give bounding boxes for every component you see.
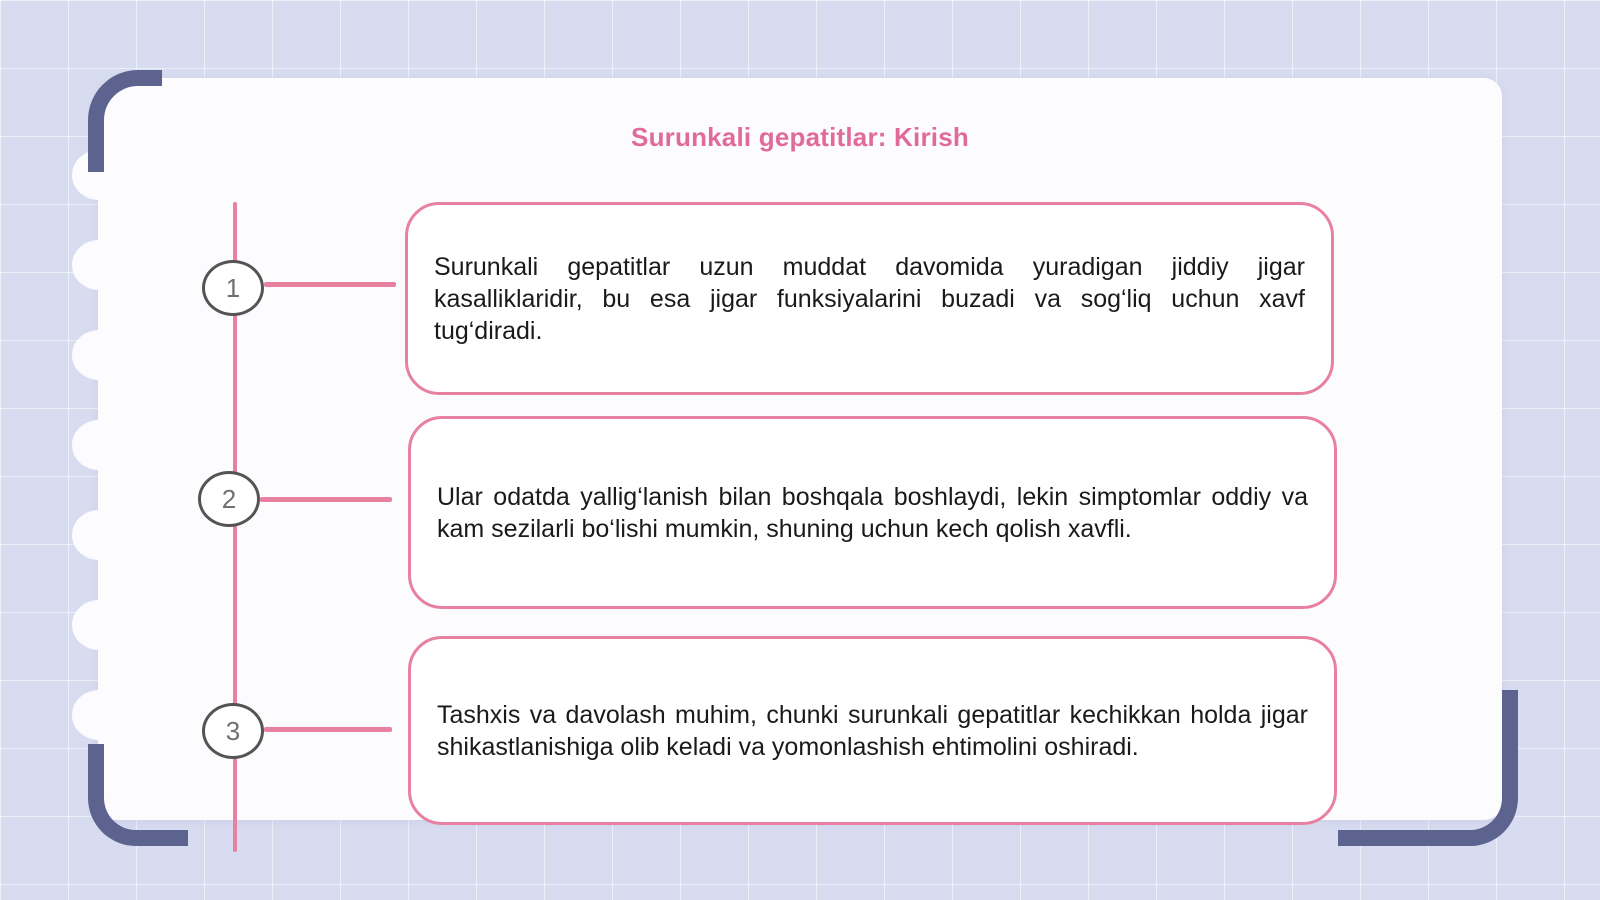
paper-scallop [72, 420, 126, 470]
corner-bracket-bottom-right [1338, 690, 1518, 846]
paper-scallop [72, 510, 126, 560]
step-card-1 [405, 202, 1334, 395]
step-card-text-3: Tashxis va davolash muhim, chunki surunkali gepatitlar kechikkan holda jigar shikastlanishiga olib keladi va yomonlashish ehtimolini oshiradi. [437, 700, 1308, 761]
slide-title: Surunkali gepatitlar: Kirish [631, 122, 969, 152]
step-number-2: 2 [198, 471, 260, 527]
connector-line-3 [264, 727, 392, 732]
step-card-text-2: Ular odatda yallig‘lanish bilan boshqala boshlaydi, lekin simptomlar oddiy va kam sezilarli bo‘lishi mumkin, shuning uchun kech qolish xavfli. [437, 482, 1308, 543]
step-card-3 [408, 636, 1337, 825]
step-card-2 [408, 416, 1337, 609]
connector-line-1 [264, 282, 396, 287]
paper-scallop [72, 330, 126, 380]
paper-scallop [72, 600, 126, 650]
step-number-3: 3 [202, 703, 264, 759]
corner-bracket-bottom-left [88, 744, 188, 846]
step-number-1: 1 [202, 260, 264, 316]
corner-bracket-top-left [88, 70, 162, 172]
paper-scallop [72, 240, 126, 290]
paper-scallop [72, 690, 126, 740]
step-card-text-1: Surunkali gepatitlar uzun muddat davomida yuradigan jiddiy jigar kasalliklaridir, bu esa jigar funksiyalarini buzadi va sog‘liq uchun xavf tug‘diradi. [434, 252, 1305, 345]
connector-line-2 [260, 497, 392, 502]
